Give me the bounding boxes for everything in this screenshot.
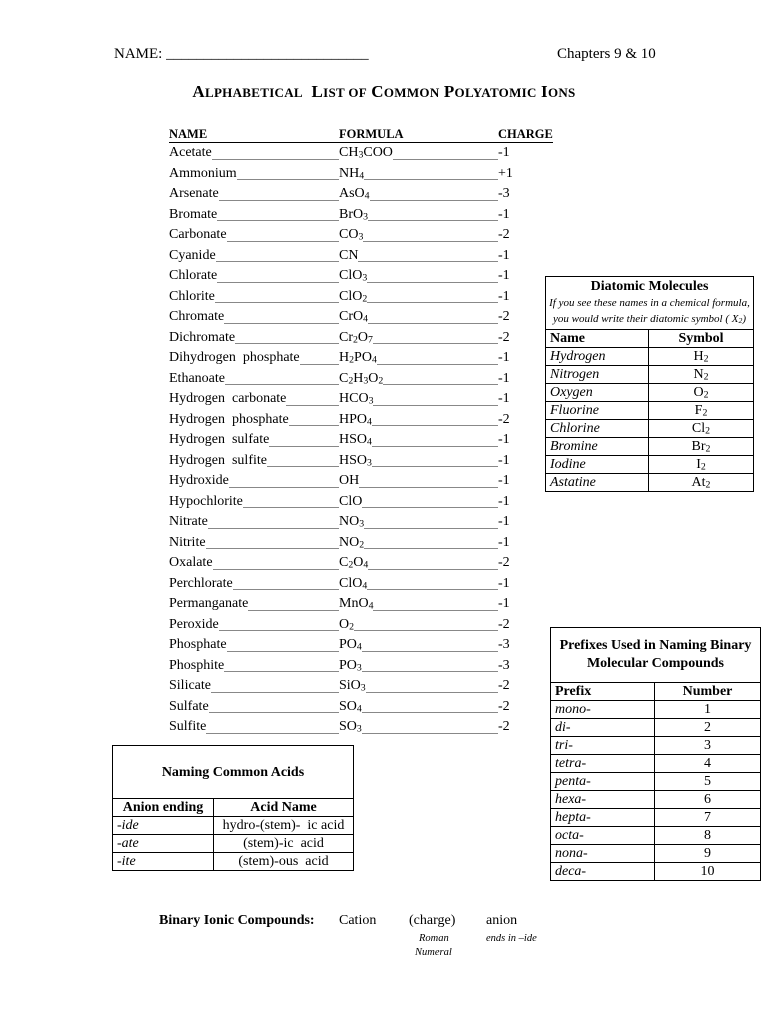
ion-formula: $Cr_2O_7$: [339, 329, 373, 345]
ion-name: Oxalate: [169, 555, 213, 570]
ion-charge: -2: [498, 329, 510, 345]
diatomic-row: [546, 348, 754, 366]
charge-label: (charge): [409, 913, 456, 928]
ion-formula: CN: [339, 247, 359, 263]
ion-formula: $NO_2$: [339, 534, 365, 550]
ion-name: Hydrogen sulfate: [169, 432, 270, 447]
anion-ending: -ite: [113, 853, 214, 871]
fill-line: [362, 492, 498, 509]
ion-charge: -2: [498, 678, 510, 693]
fill-line: [269, 430, 339, 447]
ion-row: [169, 676, 553, 697]
fill-line: [366, 676, 498, 693]
ion-name: Hydrogen phosphate: [169, 411, 289, 427]
ion-charge: -1: [498, 247, 510, 263]
ion-charge: -1: [498, 534, 510, 550]
diatomic-caption: [546, 277, 754, 330]
element-name: Fluorine: [546, 402, 649, 420]
fill-line: [209, 697, 339, 714]
fill-line: [362, 656, 498, 673]
ion-formula: $HCO_3$: [339, 391, 374, 407]
diatomic-name-header: Name: [546, 330, 649, 348]
fill-line: [368, 307, 498, 324]
ion-row: [169, 307, 553, 328]
title-part: OLYATOMIC: [454, 85, 537, 100]
ion-name: Hydrogen sulfite: [169, 452, 267, 468]
ion-name: Hydroxide: [169, 473, 229, 488]
prefix-number: 6: [655, 791, 761, 809]
ion-name: Phosphate: [169, 637, 227, 652]
fill-line: [363, 225, 498, 242]
ion-row: [169, 164, 553, 185]
ion-rows: [169, 143, 553, 738]
title-part: I: [541, 82, 548, 101]
fill-line: [367, 574, 498, 591]
diatomic-row: [546, 402, 754, 420]
fill-line: [373, 594, 498, 611]
acid-name: hydro-(stem)- ic acid: [214, 817, 354, 835]
diatomic-subtitle: If you see these names in a chemical formula, you would write their diatomic symbol ( $X_2$): [549, 297, 750, 326]
ion-formula: $C_2O_4$: [339, 555, 369, 571]
fill-line: [225, 369, 339, 386]
fill-line: [224, 656, 339, 673]
name-column-header: NAME: [169, 127, 208, 141]
fill-line: [243, 492, 339, 509]
ion-formula: $CO_3$: [339, 227, 364, 243]
diatomic-row: [546, 474, 754, 492]
element-symbol: $Cl_2$: [649, 420, 754, 438]
prefix-number: 1: [655, 701, 761, 719]
ion-formula: MnO$_4$: [339, 596, 374, 612]
prefix-value: hexa-: [551, 791, 655, 809]
ion-formula: ClO$_2$: [339, 288, 368, 304]
fill-line: [208, 512, 339, 529]
prefixes-title: Prefixes Used in Naming Binary Molecular Compounds: [551, 628, 761, 683]
fill-line: [211, 676, 339, 693]
fill-line: [354, 615, 498, 632]
ion-formula: ClO$_3$: [339, 268, 368, 284]
fill-line: [227, 225, 339, 242]
ion-row: [169, 553, 553, 574]
fill-line: [233, 574, 339, 591]
ion-row: [169, 471, 553, 492]
formula-column-header: FORMULA: [339, 127, 404, 141]
diatomic-rows: [546, 348, 754, 492]
ion-name: Sulfite: [169, 719, 207, 734]
diatomic-symbol-header: Symbol: [649, 330, 754, 348]
ion-name: Ammonium: [169, 165, 237, 181]
ion-formula: $PO_3$: [339, 657, 362, 673]
ion-formula: $HPO_4$: [339, 411, 372, 427]
prefix-row: [551, 809, 761, 827]
prefix-rows: [551, 701, 761, 881]
diatomic-row: [546, 420, 754, 438]
ion-row: [169, 512, 553, 533]
ion-charge: -1: [498, 575, 510, 591]
fill-line: [370, 184, 498, 201]
diatomic-row: [546, 438, 754, 456]
ion-formula: $NH_4$: [339, 165, 365, 181]
ion-name: Cyanide: [169, 247, 216, 263]
ion-charge: -1: [498, 350, 510, 365]
fill-line: [267, 451, 339, 468]
ion-row: [169, 594, 553, 615]
ion-name: Carbonate: [169, 227, 227, 242]
element-name: Hydrogen: [546, 348, 649, 366]
acid-row: [113, 853, 354, 871]
fill-line: [364, 512, 498, 529]
ion-name: Acetate: [169, 145, 212, 160]
prefix-number: 9: [655, 845, 761, 863]
ion-row: [169, 635, 553, 656]
fill-line: [393, 143, 498, 160]
fill-line: [368, 205, 498, 222]
ion-charge: -2: [498, 616, 510, 632]
ion-row: [169, 143, 553, 164]
prefix-value: mono-: [551, 701, 655, 719]
ion-formula: $HSO_4$: [339, 432, 372, 448]
fill-line: [367, 266, 498, 283]
fill-line: [289, 410, 339, 427]
fill-line: [368, 553, 498, 570]
fill-line: [383, 369, 498, 386]
ion-charge: -1: [498, 596, 510, 611]
fill-line: [358, 246, 498, 263]
ion-charge: -1: [498, 145, 510, 160]
name-field-label: NAME: ___________________________: [114, 46, 369, 62]
fill-line: [373, 328, 498, 345]
ion-charge: -1: [498, 514, 510, 529]
prefix-number: 8: [655, 827, 761, 845]
prefix-number: 5: [655, 773, 761, 791]
prefix-row: [551, 773, 761, 791]
fill-line: [364, 164, 498, 181]
ion-row: [169, 225, 553, 246]
ion-formula: $SO_3$: [339, 719, 362, 735]
fill-line: [372, 430, 498, 447]
title-part: LPHABETICAL: [204, 85, 303, 100]
ion-charge: -3: [498, 657, 510, 673]
ion-row: [169, 287, 553, 308]
prefix-number: 10: [655, 863, 761, 881]
ion-charge: -2: [498, 555, 510, 570]
title-part: A: [192, 82, 205, 101]
fill-line: [237, 164, 339, 181]
title-part: P: [443, 82, 455, 101]
ion-row: [169, 205, 553, 226]
prefix-value: octa-: [551, 827, 655, 845]
diatomic-row: [546, 366, 754, 384]
ion-row: [169, 348, 553, 369]
fill-line: [206, 717, 339, 734]
diatomic-row: [546, 456, 754, 474]
anion-label: anion: [486, 913, 518, 928]
fill-line: [224, 307, 339, 324]
ion-formula: $SO_4$: [339, 698, 362, 714]
naming-acids-table: [112, 745, 354, 871]
ion-charge: -3: [498, 186, 510, 201]
prefix-number: 2: [655, 719, 761, 737]
element-symbol: $I_2$: [649, 456, 754, 474]
ion-name: Peroxide: [169, 616, 219, 632]
ion-formula: ClO$_4$: [339, 575, 368, 591]
prefix-value: tetra-: [551, 755, 655, 773]
ion-formula: BrO$_3$: [339, 206, 369, 222]
ion-name: Permanganate: [169, 596, 249, 611]
prefix-value: di-: [551, 719, 655, 737]
ion-row: [169, 492, 553, 513]
ion-row: [169, 246, 553, 267]
fill-line: [212, 143, 339, 160]
element-symbol: $F_2$: [649, 402, 754, 420]
element-name: Astatine: [546, 474, 649, 492]
prefix-number: 4: [655, 755, 761, 773]
prefix-number: 7: [655, 809, 761, 827]
ion-formula: $C_2H_3O_2$: [339, 370, 384, 386]
prefix-row: [551, 827, 761, 845]
ion-charge: -3: [498, 637, 510, 652]
charge-column-header: CHARGE: [498, 127, 553, 141]
ion-name: Ethanoate: [169, 370, 225, 386]
prefix-row: [551, 701, 761, 719]
element-name: Nitrogen: [546, 366, 649, 384]
ion-formula: ClO: [339, 493, 363, 509]
ion-formula: $HSO_3$: [339, 452, 372, 468]
fill-line: [213, 553, 339, 570]
acid-name: (stem)-ic acid: [214, 835, 354, 853]
ion-list-header: [169, 126, 553, 143]
prefix-row: [551, 755, 761, 773]
prefix-value: tri-: [551, 737, 655, 755]
prefix-row: [551, 845, 761, 863]
fill-line: [215, 287, 339, 304]
fill-line: [248, 594, 339, 611]
ion-name: Dihydrogen phosphate: [169, 350, 300, 365]
ion-row: [169, 574, 553, 595]
title-part: OMMON: [383, 85, 440, 100]
ion-name: Arsenate: [169, 186, 219, 201]
ion-formula: CrO$_4$: [339, 309, 369, 325]
ion-charge: -2: [498, 698, 510, 714]
roman-note: Roman: [419, 933, 449, 944]
ion-name: Dichromate: [169, 329, 236, 345]
ion-row: [169, 430, 553, 451]
acid-rows: [113, 817, 354, 871]
ion-charge: -1: [498, 391, 510, 406]
ion-row: [169, 656, 553, 677]
prefix-value: penta-: [551, 773, 655, 791]
ion-formula: $PO_4$: [339, 637, 362, 653]
ion-name: Hypochlorite: [169, 493, 243, 509]
acid-row: [113, 835, 354, 853]
fill-line: [373, 389, 498, 406]
fill-line: [372, 410, 498, 427]
fill-line: [227, 635, 339, 652]
ion-name: Chromate: [169, 309, 225, 324]
anion-ending: -ide: [113, 817, 214, 835]
prefix-row: [551, 863, 761, 881]
diatomic-title: Diatomic Molecules: [590, 279, 709, 294]
page-title: [0, 82, 768, 102]
ion-formula: SiO$_3$: [339, 678, 366, 694]
ion-charge: -2: [498, 227, 510, 242]
ion-row: [169, 369, 553, 390]
element-symbol: $O_2$: [649, 384, 754, 402]
fill-line: [364, 533, 498, 550]
element-symbol: $N_2$: [649, 366, 754, 384]
acid-name-header: Acid Name: [214, 799, 354, 817]
fill-line: [359, 471, 498, 488]
cation-label: Cation: [339, 913, 377, 928]
ion-charge: -1: [498, 452, 510, 468]
prefix-row: [551, 791, 761, 809]
acid-row: [113, 817, 354, 835]
diatomic-row: [546, 384, 754, 402]
fill-line: [362, 717, 498, 734]
numeral-note: Numeral: [415, 947, 452, 958]
fill-line: [217, 266, 339, 283]
ion-charge: -1: [498, 473, 510, 488]
prefix-value: nona-: [551, 845, 655, 863]
title-part: ONS: [547, 85, 576, 100]
element-name: Bromine: [546, 438, 649, 456]
anion-ending: -ate: [113, 835, 214, 853]
element-name: Iodine: [546, 456, 649, 474]
ion-row: [169, 328, 553, 349]
prefix-row: [551, 719, 761, 737]
ion-name: Nitrate: [169, 514, 208, 529]
ion-name: Phosphite: [169, 657, 225, 673]
fill-line: [300, 348, 339, 365]
ion-row: [169, 266, 553, 287]
ion-row: [169, 697, 553, 718]
ion-row: [169, 184, 553, 205]
ion-row: [169, 615, 553, 636]
ion-row: [169, 410, 553, 431]
ion-row: [169, 389, 553, 410]
polyatomic-ion-list: [169, 126, 553, 738]
fill-line: [362, 697, 498, 714]
ion-charge: -1: [498, 432, 510, 447]
ion-name: Chlorate: [169, 268, 218, 283]
fill-line: [216, 246, 339, 263]
ion-charge: -1: [498, 288, 510, 304]
ion-name: Hydrogen carbonate: [169, 391, 287, 406]
prefix-row: [551, 737, 761, 755]
fill-line: [362, 635, 498, 652]
ion-name: Bromate: [169, 206, 218, 222]
fill-line: [286, 389, 339, 406]
anion-ending-header: Anion ending: [113, 799, 214, 817]
fill-line: [219, 615, 339, 632]
fill-line: [367, 287, 498, 304]
ion-formula: $CH_3COO$: [339, 145, 393, 161]
ion-formula: $O_2$: [339, 616, 355, 632]
ion-charge: -1: [498, 268, 510, 283]
prefixes-table: [550, 627, 761, 881]
fill-line: [235, 328, 339, 345]
prefix-value: deca-: [551, 863, 655, 881]
title-part: IST OF: [323, 85, 367, 100]
ion-charge: -2: [498, 411, 510, 427]
ion-charge: +1: [498, 165, 513, 181]
ion-name: Perchlorate: [169, 575, 233, 591]
title-part: L: [311, 82, 324, 101]
prefix-header: Prefix: [551, 683, 655, 701]
ion-charge: -1: [498, 206, 510, 222]
element-symbol: $At_2$: [649, 474, 754, 492]
element-name: Chlorine: [546, 420, 649, 438]
number-header: Number: [655, 683, 761, 701]
ion-row: [169, 451, 553, 472]
fill-line: [219, 184, 339, 201]
fill-line: [206, 533, 339, 550]
ion-formula: $NO_3$: [339, 514, 365, 530]
ion-charge: -1: [498, 493, 510, 509]
anion-ending-note: ends in –ide: [486, 933, 537, 944]
fill-line: [229, 471, 339, 488]
fill-line: [217, 205, 339, 222]
ion-row: [169, 533, 553, 554]
diatomic-molecules-table: [545, 276, 754, 492]
fill-line: [372, 451, 498, 468]
acid-name: (stem)-ous acid: [214, 853, 354, 871]
prefix-value: hepta-: [551, 809, 655, 827]
ion-formula: AsO$_4$: [339, 186, 370, 202]
ion-formula: OH: [339, 473, 360, 488]
ion-name: Sulfate: [169, 698, 209, 714]
element-symbol: $H_2$: [649, 348, 754, 366]
ion-name: Chlorite: [169, 288, 215, 304]
ion-row: [169, 717, 553, 738]
ion-name: Silicate: [169, 678, 211, 693]
element-symbol: $Br_2$: [649, 438, 754, 456]
fill-line: [377, 348, 498, 365]
prefix-number: 3: [655, 737, 761, 755]
acids-title: Naming Common Acids: [113, 746, 354, 799]
title-part: C: [371, 82, 384, 101]
element-name: Oxygen: [546, 384, 649, 402]
binary-ionic-label: Binary Ionic Compounds:: [159, 913, 315, 928]
ion-formula: $H_2PO_4$: [339, 350, 377, 366]
ion-charge: -2: [498, 719, 510, 734]
chapters-label: Chapters 9 & 10: [557, 46, 656, 62]
ion-name: Nitrite: [169, 534, 206, 550]
ion-charge: -1: [498, 370, 510, 386]
ion-charge: -2: [498, 309, 510, 324]
